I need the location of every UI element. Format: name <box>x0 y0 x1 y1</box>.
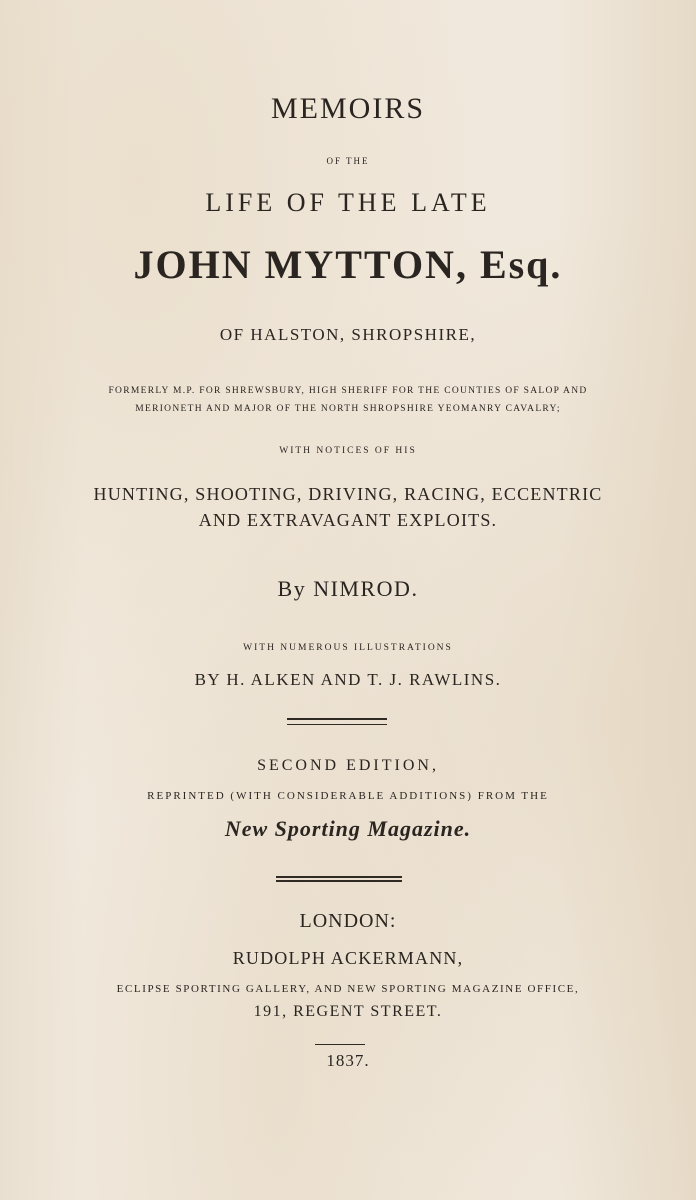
short-rule-divider <box>315 1044 365 1045</box>
title-memoirs: MEMOIRS <box>270 92 426 125</box>
author-line: By NIMROD. <box>277 576 419 601</box>
subject-name: JOHN MYTTON, Esq. <box>133 242 563 287</box>
reprinted-line: REPRINTED (WITH CONSIDERABLE ADDITIONS) FROM THE <box>147 790 549 802</box>
imprint-year: 1837. <box>326 1051 370 1070</box>
with-notices: WITH NOTICES OF HIS <box>279 446 417 456</box>
imprint-publisher: RUDOLPH ACKERMANN, <box>232 948 464 968</box>
imprint-city: LONDON: <box>299 910 397 932</box>
magazine-name: New Sporting Magazine. <box>224 816 472 841</box>
subject-offices-line-2: MERIONETH AND MAJOR OF THE NORTH SHROPSHIRE YEOMANRY CAVALRY; <box>135 404 561 414</box>
illustrations-note: WITH NUMEROUS ILLUSTRATIONS <box>243 643 453 653</box>
edition-line: SECOND EDITION, <box>257 757 439 774</box>
illustrators-line: BY H. ALKEN AND T. J. RAWLINS. <box>194 670 502 689</box>
title-life-of-the-late: LIFE OF THE LATE <box>205 188 491 217</box>
subject-offices-line-1: FORMERLY M.P. FOR SHREWSBURY, HIGH SHERIFF FOR THE COUNTIES OF SALOP AND <box>108 386 588 396</box>
double-rule-divider <box>287 718 387 725</box>
subject-residence: OF HALSTON, SHROPSHIRE, <box>219 325 477 344</box>
exploits-line-1: HUNTING, SHOOTING, DRIVING, RACING, ECCENTRIC <box>93 484 603 504</box>
title-of-the: OF THE <box>326 156 370 166</box>
imprint-address: 191, REGENT STREET. <box>253 1003 443 1020</box>
exploits-line-2: AND EXTRAVAGANT EXPLOITS. <box>198 510 498 530</box>
double-rule-divider <box>276 876 402 882</box>
imprint-office: ECLIPSE SPORTING GALLERY, AND NEW SPORTING MAGAZINE OFFICE, <box>116 983 580 995</box>
